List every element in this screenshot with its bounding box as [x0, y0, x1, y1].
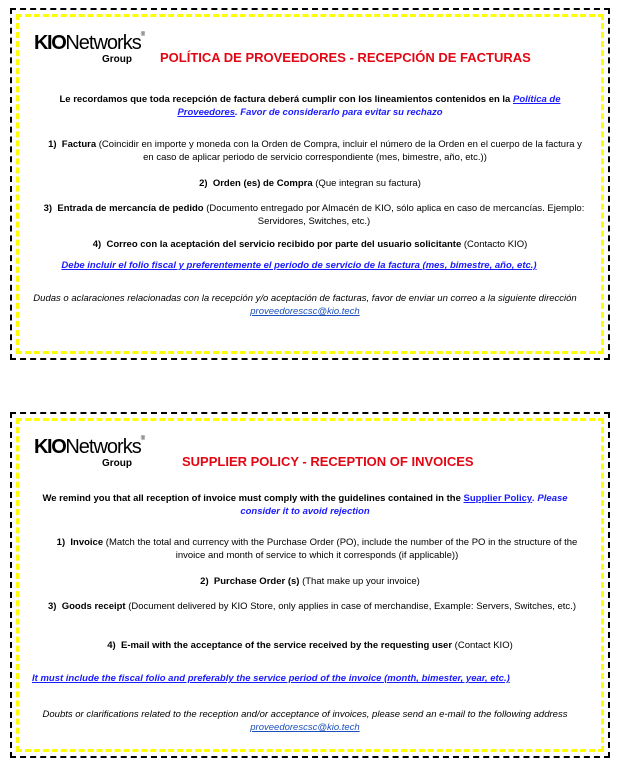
item-number: 1) — [56, 537, 66, 548]
item-label: Factura — [61, 139, 97, 150]
kio-networks-logo — [34, 436, 144, 476]
card-content — [32, 430, 588, 744]
email-link[interactable]: proveedorescsc@kio.tech — [250, 306, 360, 317]
intro-text: We remind you that all reception of invoice must comply with the guidelines contained in the — [42, 493, 464, 504]
item-description: (Documento entregado por Almacén de KIO, sólo aplica en caso de mercancías. Ejemplo: Servidores, Switches, etc.) — [203, 203, 585, 227]
logo-registered-mark: ® — [140, 436, 146, 442]
item-number: 4) — [92, 239, 102, 250]
item-label: Entrada de mercancía de pedido — [57, 203, 204, 214]
item-number: 4) — [107, 640, 116, 651]
kio-networks-logo — [34, 32, 144, 72]
fiscal-folio-notice: It must include the fiscal folio and preferably the service period of the invoice (month, bimester, year, etc.) — [32, 673, 510, 684]
item-number: 1) — [48, 139, 57, 150]
item-label: Correo con la aceptación del servicio recibido por parte del usuario solicitante — [106, 239, 462, 250]
logo-group-text: Group — [102, 54, 132, 65]
item-description: (Document delivered by KIO Store, only applies in case of merchandise, Example: Servers, Switches, etc.) — [125, 601, 576, 612]
fiscal-folio-notice: Debe incluir el folio fiscal y preferentemente el periodo de servicio de la factura (mes, bimestre, año, etc.) — [61, 260, 537, 271]
requirement-item-1 — [46, 536, 588, 562]
intro-text: Le recordamos que toda recepción de factura deberá cumplir con los lineamientos contenidos en la — [59, 94, 513, 105]
card-content — [32, 26, 588, 346]
requirement-item-4 — [32, 238, 588, 251]
closing-text: Doubts or clarifications related to the reception and/or acceptance of invoices, please send an e-mail to the following address — [42, 709, 568, 720]
item-number: 2) — [200, 576, 209, 587]
logo-registered-mark: ® — [140, 32, 146, 38]
logo-kio-text: KIO — [34, 436, 66, 458]
intro-tail: . Please consider it to avoid rejection — [240, 493, 568, 517]
intro-paragraph — [46, 93, 574, 119]
item-description: (That make up your invoice) — [299, 576, 420, 587]
page-title: POLÍTICA DE PROVEEDORES - RECEPCIÓN DE FACTURAS — [160, 50, 531, 65]
requirement-item-1 — [42, 138, 588, 164]
item-number: 2) — [199, 178, 208, 189]
requirement-item-4 — [32, 639, 588, 652]
logo-networks-text: Networks — [65, 436, 141, 458]
item-label: Purchase Order (s) — [213, 576, 300, 587]
item-label: E-mail with the acceptance of the service received by the requesting user — [120, 640, 453, 651]
requirement-item-2 — [32, 575, 588, 588]
policy-link[interactable]: Supplier Policy — [463, 493, 533, 504]
item-label: Invoice — [70, 537, 104, 548]
logo-group-text: Group — [102, 458, 132, 469]
email-link[interactable]: proveedorescsc@kio.tech — [250, 722, 360, 733]
requirement-item-3 — [46, 600, 578, 613]
intro-paragraph — [32, 492, 578, 518]
logo-networks-text: Networks — [65, 32, 141, 54]
policy-card-en — [10, 412, 610, 758]
closing-text: Dudas o aclaraciones relacionadas con la recepción y/o aceptación de facturas, favor de enviar un correo a la siguiente dirección — [33, 293, 577, 304]
intro-tail: . Favor de considerarlo para evitar su rechazo — [235, 107, 443, 118]
page-title: SUPPLIER POLICY - RECEPTION OF INVOICES — [182, 454, 474, 469]
item-label: Orden (es) de Compra — [212, 178, 313, 189]
item-description: (Contacto KIO) — [461, 239, 528, 250]
requirement-item-3 — [40, 202, 588, 228]
requirement-item-2 — [32, 177, 588, 190]
item-number: 3) — [43, 203, 53, 214]
logo-kio-text: KIO — [34, 32, 66, 54]
item-description: (Coincidir en importe y moneda con la Orden de Compra, incluir el número de la Orden en el cuerpo de la factura y en caso de aplicar periodo de servicio correspondiente (mes, bimestre, año, etc.)) — [96, 139, 582, 163]
item-label: Goods receipt — [61, 601, 126, 612]
item-number: 3) — [47, 601, 57, 612]
item-description: (Contact KIO) — [452, 640, 513, 651]
policy-link[interactable]: Política de Proveedores — [177, 94, 561, 118]
closing-paragraph — [32, 292, 578, 318]
item-description: (Que integran su factura) — [312, 178, 421, 189]
policy-card-es — [10, 8, 610, 360]
item-description: (Match the total and currency with the Purchase Order (PO), include the number of the PO in the structure of the invoice and month of service to which it corresponds (if applicable)) — [103, 537, 578, 561]
closing-paragraph — [32, 708, 578, 734]
